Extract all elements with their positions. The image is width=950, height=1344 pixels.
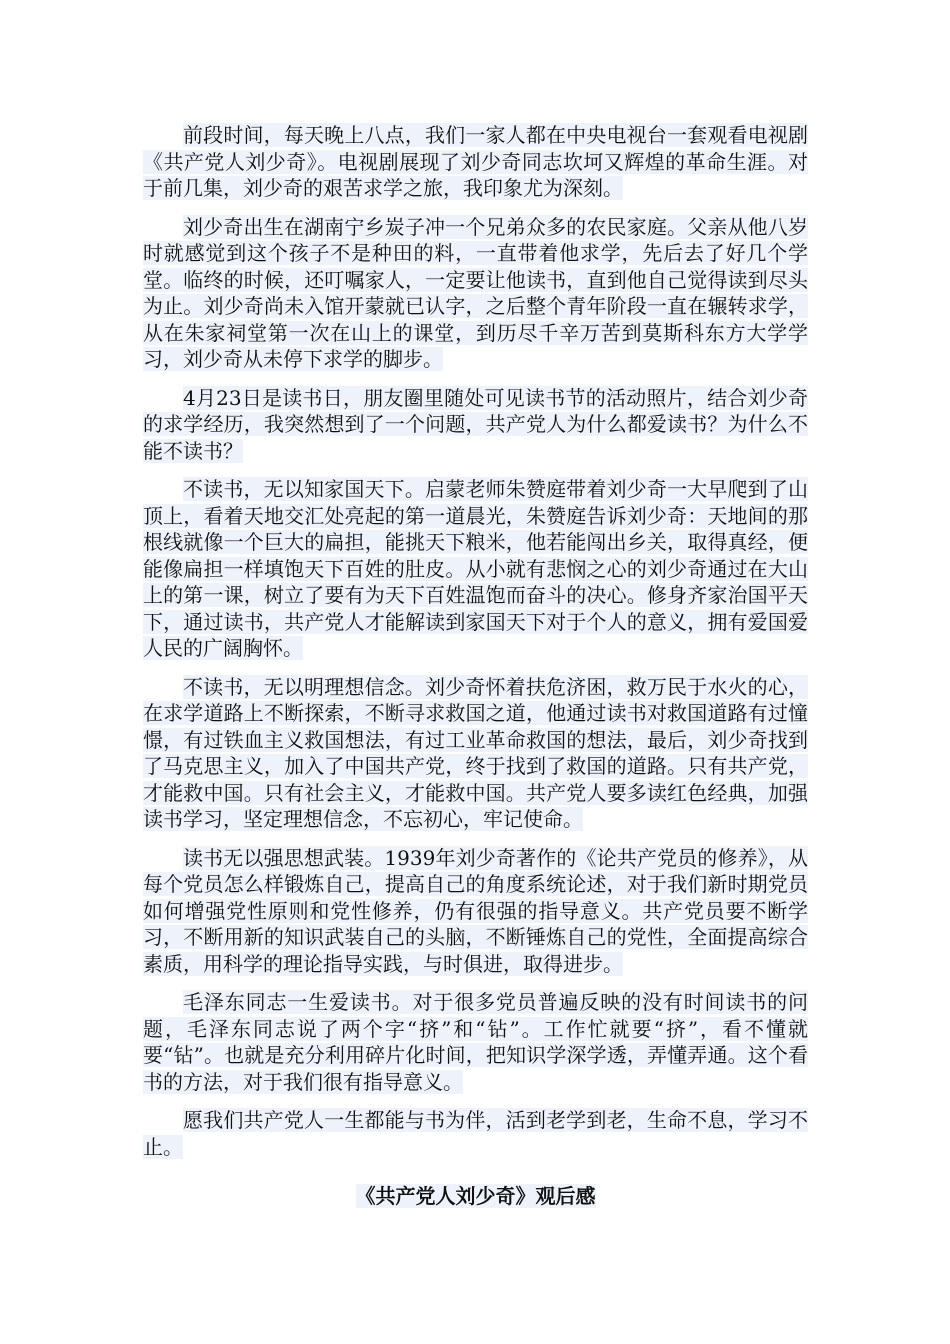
paragraph-5: [143, 674, 808, 833]
document-title: [143, 1182, 808, 1210]
paragraph-7: [143, 989, 808, 1095]
paragraph-8: [143, 1107, 808, 1160]
paragraph-2-text: 刘少奇出生在湖南宁乡炭子冲一个兄弟众多的农民家庭。父亲从他八岁时就感觉到这个孩子不是种田的料，一直带着他求学，先后去了好几个学堂。临终的时候，还叮嘱家人，一定要让他读书，直到他自己觉得读到尽头为止。刘少奇尚未入馆开蒙就已认字，之后整个青年阶段一直在辗转求学，从在朱家祠堂第一次在山上的课堂，到历尽千辛万苦到莫斯科东方大学学习，刘少奇从未停下求学的脚步。: [143, 214, 808, 371]
paragraph-4-text: 不读书，无以知家国天下。启蒙老师朱赞庭带着刘少奇一大早爬到了山顶上，看着天地交汇处亮起的第一道晨光，朱赞庭告诉刘少奇：天地间的那根线就像一个巨大的扁担，能挑天下粮米，他若能闯出乡关，取得真经，便能像扁担一样填饱天下百姓的肚皮。从小就有悲悯之心的刘少奇通过在大山上的第一课，树立了要有为天下百姓温饱而奋斗的决心。修身齐家治国平天下，通过读书，共产党人才能解读到家国天下对于个人的意义，拥有爱国爱人民的广阔胸怀。: [143, 477, 808, 660]
document-body: [143, 122, 808, 1172]
paragraph-5-text: 不读书，无以明理想信念。刘少奇怀着扶危济困，救万民于水火的心，在求学道路上不断探索，不断寻求救国之道，他通过读书对救国道路有过憧憬，有过铁血主义救国想法，有过工业革命救国的想法，最后，刘少奇找到了马克思主义，加入了中国共产党，终于找到了救国的道路。只有共产党，才能救中国。只有社会主义，才能救中国。共产党人要多读红色经典，加强读书学习，坚定理想信念，不忘初心，牢记使命。: [143, 674, 808, 831]
paragraph-3: [143, 385, 808, 465]
paragraph-2: [143, 214, 808, 373]
paragraph-4: [143, 476, 808, 662]
paragraph-8-text: 愿我们共产党人一生都能与书为伴，活到老学到老，生命不息，学习不止。: [143, 1108, 808, 1159]
paragraph-1: [143, 122, 808, 202]
paragraph-3-text: 4月23日是读书日，朋友圈里随处可见读书节的活动照片，结合刘少奇的求学经历，我突然想到了一个问题，共产党人为什么都爱读书？为什么不能不读书？: [143, 385, 808, 463]
paragraph-6-text: 读书无以强思想武装。1939年刘少奇著作的《论共产党员的修养》，从每个党员怎么样锻炼自己，提高自己的角度系统论述，对于我们新时期党员如何增强党性原则和党性修养，仍有很强的指导意义。共产党员要不断学习，不断用新的知识武装自己的头脑，不断锤炼自己的党性，全面提高综合素质，用科学的理论指导实践，与时俱进，取得进步。: [143, 845, 808, 976]
paragraph-1-text: 前段时间，每天晚上八点，我们一家人都在中央电视台一套观看电视剧《共产党人刘少奇》。电视剧展现了刘少奇同志坎坷又辉煌的革命生涯。对于前几集，刘少奇的艰苦求学之旅，我印象尤为深刻。: [143, 123, 808, 200]
paragraph-7-text: 毛泽东同志一生爱读书。对于很多党员普遍反映的没有时间读书的问题，毛泽东同志说了两个字“挤”和“钻”。工作忙就要“挤”，看不懂就要“钻”。也就是充分利用碎片化时间，把知识学深学透，弄懂弄通。这个看书的方法，对于我们很有指导意义。: [143, 990, 808, 1094]
document-title-text: 《共产党人刘少奇》观后感: [355, 1184, 596, 1208]
paragraph-6: [143, 845, 808, 978]
